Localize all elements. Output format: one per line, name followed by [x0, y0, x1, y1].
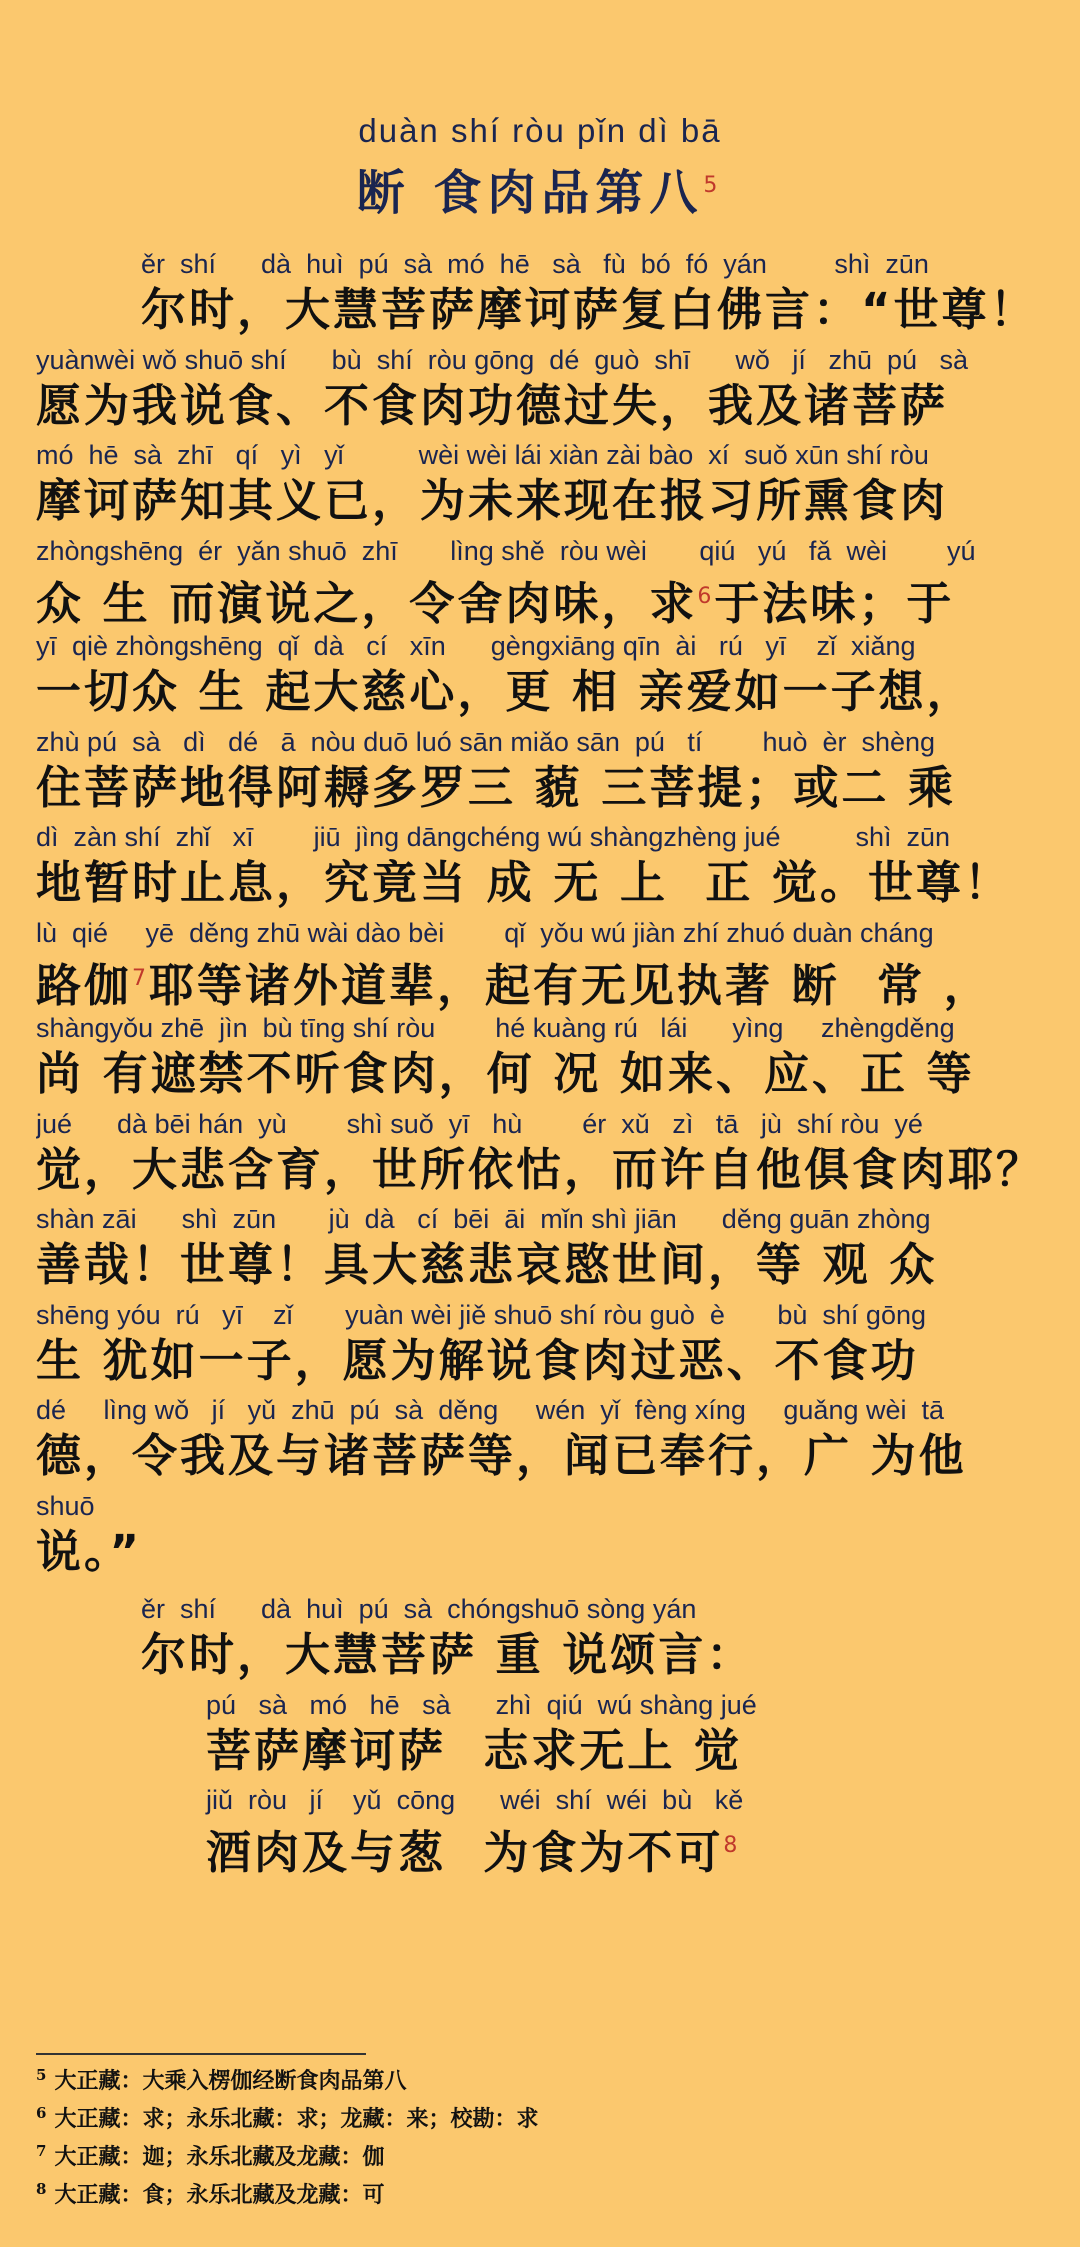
text-line — [36, 1394, 1046, 1488]
text-line — [36, 917, 1046, 1011]
footnote-6 — [36, 2102, 538, 2133]
footnote-7 — [36, 2140, 384, 2171]
chinese-line: 德，令我及与诸菩萨等，闻已奉行，广 为他 — [36, 1429, 967, 1482]
pinyin-line: ěr shí dà huì pú sà mó hē sà fù bó fó yán shì zūn — [141, 249, 929, 279]
text-line — [36, 1689, 1046, 1783]
text-line — [36, 439, 1046, 533]
chinese-line — [36, 567, 1046, 634]
text-line — [36, 1784, 1046, 1878]
text-line — [36, 1108, 1046, 1202]
footnote-ref-6: 6 — [697, 583, 715, 609]
pinyin-line: shuō — [36, 1490, 95, 1521]
chinese-line: 一切众 生 起大慈心，更 相 亲爱如一子想， — [36, 665, 975, 718]
pinyin-line: lù qié yē děng zhū wài dào bèi qǐ yǒu wú jiàn zhí zhuó duàn cháng — [36, 917, 934, 948]
footnote-ref-8: 8 — [723, 1833, 741, 1858]
chinese-text: 众 生 而演说之，令舍肉味，求 — [36, 576, 698, 630]
text-line — [36, 630, 1046, 724]
chinese-line: 菩萨摩诃萨 志求无上 觉 — [206, 1723, 743, 1777]
chinese-line: 摩诃萨知其义已，为未来现在报习所熏食肉 — [36, 474, 949, 527]
footnote-5 — [36, 2064, 406, 2095]
text-line — [36, 1593, 1046, 1687]
footnote-text: 大正藏：大乘入楞伽经断食肉品第八 — [54, 2068, 407, 2094]
pinyin-line: dé lìng wǒ jí yǔ zhū pú sà děng wén yǐ fèng xíng guǎng wèi tā — [36, 1395, 945, 1425]
chinese-text: 于法味；于 — [714, 576, 955, 630]
footnote-ref-7: 7 — [132, 965, 150, 991]
pinyin-line: shēng yóu rú yī zǐ yuàn wèi jiě shuō shí ròu guò è bù shí gōng — [36, 1299, 926, 1330]
chinese-text: 路伽 — [36, 958, 133, 1012]
chinese-line: 尚 有遮禁不听食肉，何 况 如来、应、正 等 — [36, 1047, 975, 1100]
chapter-title — [0, 112, 1080, 223]
chinese-line: 住菩萨地得阿耨多罗三 藐 三菩提；或二 乘 — [36, 760, 957, 814]
footnote-number: 5 — [36, 2065, 47, 2084]
footnote-8 — [36, 2178, 384, 2209]
pinyin-line: yuànwèi wǒ shuō shí bù shí ròu gōng dé guò shī wǒ jí zhū pú sà — [36, 344, 969, 375]
chinese-line: 觉，大悲含育，世所依怙，而许自他俱食肉耶？ — [36, 1142, 1045, 1196]
text-line — [36, 248, 1046, 342]
chinese-line: 说。” — [36, 1524, 143, 1578]
pinyin-line: zhù pú sà dì dé ā nòu duō luó sān miǎo sān pú tí huò èr shèng — [36, 726, 936, 757]
pinyin-line: shàngyǒu zhē jìn bù tīng shí ròu hé kuàng rú lái yìng zhèngděng — [36, 1013, 955, 1043]
chinese-line: 生 犹如一子，愿为解说食肉过恶、不食功 — [36, 1333, 919, 1387]
title-text — [0, 154, 1080, 223]
footnote-text: 大正藏：食；永乐北藏及龙藏：可 — [54, 2182, 385, 2208]
chinese-line: 愿为我说食、不食肉功德过失，我及诸菩萨 — [36, 378, 949, 432]
text-line — [36, 1490, 1046, 1584]
pinyin-line: jiǔ ròu jí yǔ cōng wéi shí wéi bù kě — [206, 1785, 744, 1815]
footnote-ref-5: 5 — [703, 173, 724, 198]
pinyin-line: jué dà bēi hán yù shì suǒ yī hù ér xǔ zì tā jù shí ròu yé — [36, 1108, 923, 1139]
footnote-number: 7 — [36, 2141, 47, 2160]
pinyin-line: ěr shí dà huì pú sà chóngshuō sòng yán — [141, 1594, 697, 1624]
pinyin-line: mó hē sà zhī qí yì yǐ wèi wèi lái xiàn zài bào xí suǒ xūn shí ròu — [36, 440, 929, 470]
pinyin-line: yī qiè zhòngshēng qǐ dà cí xīn gèngxiāng qīn ài rú yī zǐ xiǎng — [36, 631, 916, 661]
text-line — [36, 726, 1046, 820]
chinese-line: 尔时，大慧菩萨 重 说颂言： — [141, 1628, 755, 1681]
chinese-text: 酒肉及与葱 为食为不可 — [206, 1826, 724, 1879]
title-chinese: 断 食肉品第八 — [356, 165, 704, 221]
text-line — [36, 821, 1046, 915]
chinese-line — [36, 1816, 1046, 1883]
pinyin-line: pú sà mó hē sà zhì qiú wú shàng jué — [206, 1689, 757, 1720]
title-pinyin: duàn shí ròu pǐn dì bā — [358, 112, 722, 149]
chinese-line: 善哉！世尊！具大慈悲哀愍世间，等 观 众 — [36, 1238, 938, 1291]
footnote-divider — [36, 2053, 366, 2055]
pinyin-line: shàn zāi shì zūn jù dà cí bēi āi mǐn shì jiān děng guān zhòng — [36, 1204, 931, 1234]
pinyin-line: dì zàn shí zhǐ xī jiū jìng dāngchéng wú shàngzhèng jué shì zūn — [36, 822, 951, 852]
text-line — [36, 344, 1046, 438]
text-line — [36, 1203, 1046, 1297]
text-line — [36, 1012, 1046, 1106]
pinyin-line: zhòngshēng ér yǎn shuō zhī lìng shě ròu wèi qiú yú fǎ wèi yú — [36, 535, 976, 566]
chinese-line: 地暂时止息，究竟当 成 无 上 正 觉。世尊！ — [36, 856, 1013, 909]
text-line — [36, 1299, 1046, 1393]
footnote-text: 大正藏：求；永乐北藏：求；龙藏：来；校勘：求 — [54, 2106, 539, 2132]
footnote-number: 8 — [36, 2179, 47, 2198]
footnote-number: 6 — [36, 2103, 47, 2122]
footnote-text: 大正藏：迦；永乐北藏及龙藏：伽 — [54, 2144, 385, 2170]
chinese-text: 耶等诸外道辈，起有无见执著 断 常 ， — [149, 958, 992, 1012]
chinese-line — [36, 949, 1046, 1016]
chinese-line: 尔时，大慧菩萨摩诃萨复白佛言：“世尊！ — [141, 283, 1038, 336]
text-line — [36, 535, 1046, 629]
